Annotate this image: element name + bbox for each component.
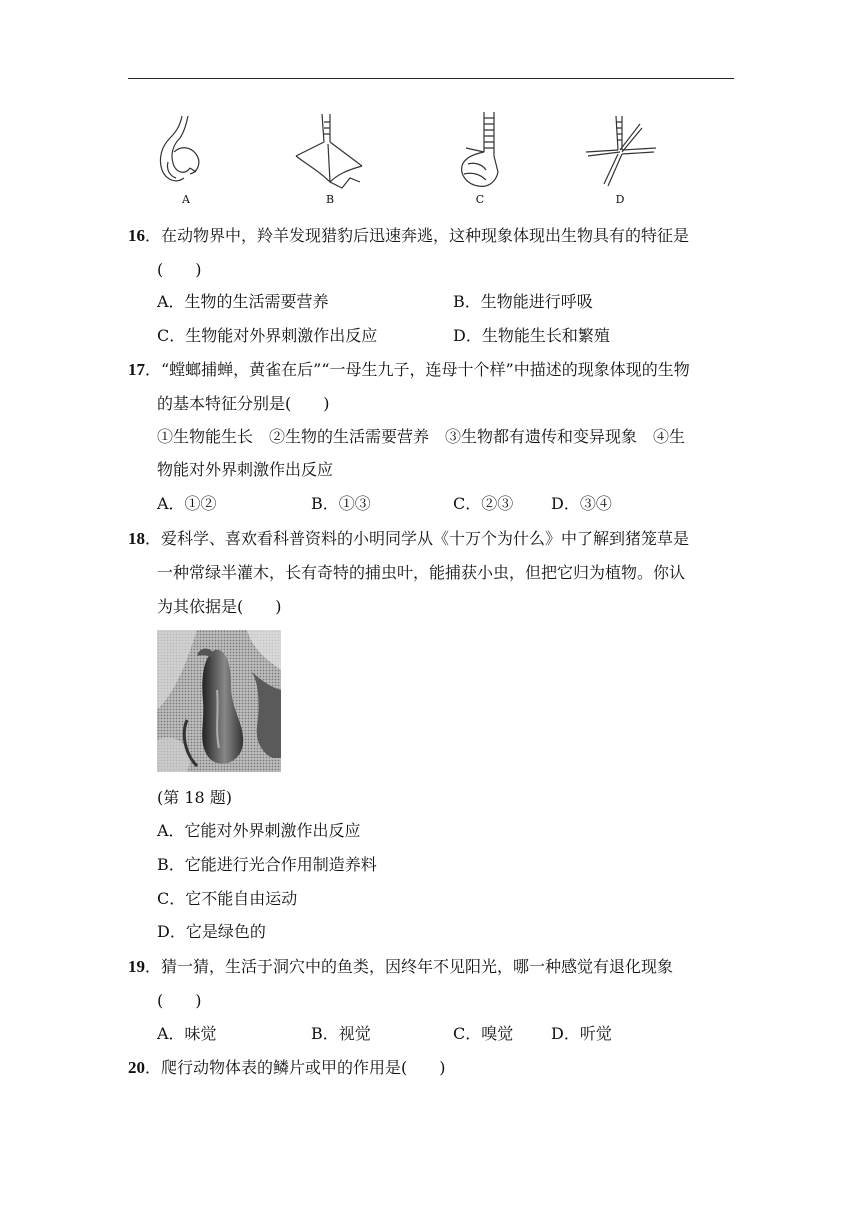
option-c: C．②③ — [453, 494, 514, 513]
option-c: C．嗅觉 — [453, 1024, 514, 1043]
option-d: D．听觉 — [551, 1024, 612, 1043]
question-stem: ．在动物界中，羚羊发现猎豹后迅速奔逃，这种现象体现出生物具有的特征是 — [145, 226, 690, 245]
question-number: 17 — [128, 360, 145, 379]
climbing-foot-icon — [440, 112, 520, 192]
option-a: A．味觉 — [157, 1024, 217, 1043]
figure-caption: (第 18 题) — [157, 788, 233, 807]
option-a: A．①② — [157, 494, 217, 513]
perching-foot-icon — [146, 112, 226, 192]
figure-label-b: B — [325, 193, 335, 206]
header-rule — [128, 78, 734, 79]
question-19-line-2: ( ) — [157, 991, 202, 1010]
figure-d — [580, 112, 660, 206]
question-stem: ．猜一猜，生活于洞穴中的鱼类，因终年不见阳光，哪一种感觉有退化现象 — [145, 957, 674, 976]
question-stem: ．“螳螂捕蝉，黄雀在后”“一母生九子，连母十个样”中描述的现象体现的生物 — [145, 360, 690, 379]
figure-label-a: A — [182, 193, 190, 206]
question-number: 16 — [128, 226, 145, 245]
option-d: D．③④ — [551, 494, 612, 513]
option-c: C．它不能自由运动 — [157, 889, 298, 908]
option-a: A．生物的生活需要营养 — [157, 292, 329, 311]
option-b: B．它能进行光合作用制造养料 — [157, 855, 377, 874]
question-18-line-3: 为其依据是( ) — [157, 597, 282, 616]
question-number: 18 — [128, 529, 145, 548]
question-17-line-1 — [128, 359, 690, 381]
option-b: B．生物能进行呼吸 — [453, 292, 593, 311]
figure-a — [146, 112, 226, 206]
figure-c — [440, 112, 520, 206]
question-17-line-3: ①生物能生长 ②生物的生活需要营养 ③生物都有遗传和变异现象 ④生 — [157, 427, 686, 446]
question-stem: ．爱科学、喜欢看科普资料的小明同学从《十万个为什么》中了解到猪笼草是 — [145, 529, 690, 548]
option-b: B．①③ — [311, 494, 371, 513]
figure-label-d: D — [615, 193, 625, 206]
question-18-line-2: 一种常绿半灌木，长有奇特的捕虫叶，能捕获小虫，但把它归为植物。你认 — [157, 563, 686, 582]
figure-b — [290, 112, 370, 206]
option-d: D．生物能生长和繁殖 — [453, 326, 610, 345]
option-c: C．生物能对外界刺激作出反应 — [157, 326, 378, 345]
walking-foot-icon — [580, 112, 660, 192]
question-17-line-4: 物能对外界刺激作出反应 — [157, 460, 334, 479]
question-20-line-1 — [128, 1057, 446, 1079]
question-16-line-1 — [128, 225, 689, 247]
webbed-foot-icon — [290, 112, 370, 192]
option-d: D．它是绿色的 — [157, 922, 266, 941]
figure-label-c: C — [475, 193, 485, 206]
option-b: B．视觉 — [311, 1024, 371, 1043]
pitcher-plant-image — [157, 630, 281, 772]
pitcher-plant-photo — [157, 630, 281, 772]
option-a: A．它能对外界刺激作出反应 — [157, 821, 361, 840]
question-17-line-2: 的基本特征分别是( ) — [157, 394, 330, 413]
question-number: 19 — [128, 957, 145, 976]
question-19-line-1 — [128, 956, 673, 978]
question-16-line-2: ( ) — [157, 260, 202, 279]
question-18-line-1 — [128, 528, 689, 550]
question-stem: ．爬行动物体表的鳞片或甲的作用是( ) — [145, 1058, 446, 1077]
question-number: 20 — [128, 1058, 145, 1077]
